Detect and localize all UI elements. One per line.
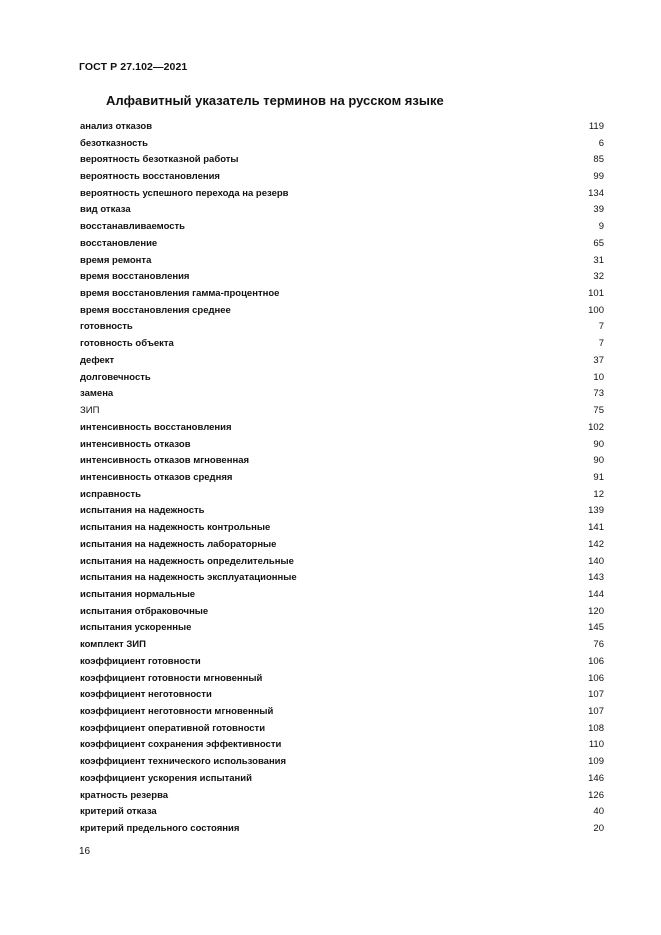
- index-term: дефект: [80, 354, 115, 366]
- index-page-ref: 126: [588, 789, 604, 801]
- index-page-ref: 31: [593, 254, 604, 266]
- index-page-ref: 9: [598, 221, 604, 233]
- index-term: коэффициент неготовности: [80, 689, 212, 701]
- index-page-ref: 141: [588, 522, 604, 534]
- index-entry: [80, 218, 604, 235]
- index-page-ref: 119: [588, 120, 604, 132]
- index-entry: [80, 703, 604, 720]
- index-term: испытания на надежность лабораторные: [80, 538, 277, 550]
- index-page-ref: 91: [593, 471, 604, 483]
- index-entry: [80, 235, 604, 252]
- index-entry: [80, 386, 604, 403]
- index-term: интенсивность отказов мгновенная: [80, 455, 250, 467]
- index-page-ref: 106: [588, 655, 604, 667]
- index-entry: [80, 268, 604, 285]
- index-term: испытания ускоренные: [80, 622, 192, 634]
- index-term: время восстановления среднее: [80, 304, 231, 316]
- index-entry: [80, 586, 604, 603]
- index-page-ref: 39: [593, 204, 604, 216]
- index-page-ref: 99: [593, 171, 604, 183]
- index-entry: [80, 620, 604, 637]
- index-entry: [80, 653, 604, 670]
- index-page-ref: 142: [588, 538, 604, 550]
- index-entry: [80, 369, 604, 386]
- index-page-ref: 65: [593, 237, 604, 249]
- index-entry: [80, 503, 604, 520]
- index-entry: [80, 319, 604, 336]
- index-term: восстанавливаемость: [80, 221, 186, 233]
- index-entry: [80, 335, 604, 352]
- index-term: испытания отбраковочные: [80, 605, 209, 617]
- index-entry: [80, 720, 604, 737]
- index-entry: [80, 553, 604, 570]
- index-term: ЗИП: [80, 405, 100, 417]
- index-page-ref: 73: [593, 388, 604, 400]
- index-entry: [80, 135, 604, 152]
- document-header: ГОСТ Р 27.102—2021: [79, 61, 188, 73]
- index-page-ref: 7: [598, 338, 604, 350]
- index-page-ref: 20: [593, 823, 604, 835]
- index-term: исправность: [80, 488, 141, 500]
- index-term: анализ отказов: [80, 120, 153, 132]
- index-page-ref: 107: [588, 706, 604, 718]
- index-term: комплект ЗИП: [80, 639, 146, 651]
- index-term: интенсивность отказов: [80, 438, 191, 450]
- index-page-ref: 12: [593, 488, 604, 500]
- index-page-ref: 107: [588, 689, 604, 701]
- index-page-ref: 37: [593, 354, 604, 366]
- index-page-ref: 145: [588, 622, 604, 634]
- index-page-ref: 108: [588, 722, 604, 734]
- index-term: интенсивность восстановления: [80, 421, 232, 433]
- index-entry: [80, 168, 604, 185]
- term-index-list: [80, 118, 604, 837]
- index-page-ref: 143: [588, 572, 604, 584]
- index-term: долговечность: [80, 371, 151, 383]
- index-term: коэффициент готовности мгновенный: [80, 672, 263, 684]
- index-page-ref: 134: [588, 187, 604, 199]
- index-entry: [80, 686, 604, 703]
- index-entry: [80, 820, 604, 837]
- index-page-ref: 146: [588, 772, 604, 784]
- index-page-ref: 139: [588, 505, 604, 517]
- index-entry: [80, 519, 604, 536]
- index-page-ref: 10: [593, 371, 604, 383]
- index-entry: [80, 753, 604, 770]
- index-term: кратность резерва: [80, 789, 169, 801]
- index-entry: [80, 419, 604, 436]
- index-term: коэффициент оперативной готовности: [80, 722, 266, 734]
- index-entry: [80, 536, 604, 553]
- index-page-ref: 90: [593, 455, 604, 467]
- index-entry: [80, 202, 604, 219]
- index-page-ref: 75: [593, 405, 604, 417]
- index-entry: [80, 352, 604, 369]
- index-term: готовность объекта: [80, 338, 174, 350]
- index-page-ref: 40: [593, 806, 604, 818]
- index-entry: [80, 252, 604, 269]
- index-page-ref: 100: [588, 304, 604, 316]
- index-term: испытания на надежность контрольные: [80, 522, 271, 534]
- index-entry: [80, 787, 604, 804]
- index-title: Алфавитный указатель терминов на русском языке: [106, 93, 444, 108]
- page-number: 16: [79, 846, 91, 857]
- index-entry: [80, 151, 604, 168]
- index-entry: [80, 803, 604, 820]
- index-term: коэффициент ускорения испытаний: [80, 772, 252, 784]
- index-page-ref: 7: [598, 321, 604, 333]
- index-entry: [80, 636, 604, 653]
- index-term: время ремонта: [80, 254, 152, 266]
- index-term: готовность: [80, 321, 133, 333]
- index-page-ref: 6: [598, 137, 604, 149]
- index-entry: [80, 603, 604, 620]
- index-page-ref: 106: [588, 672, 604, 684]
- index-term: испытания на надежность: [80, 505, 205, 517]
- index-term: время восстановления гамма-процентное: [80, 288, 280, 300]
- index-entry: [80, 118, 604, 135]
- index-term: безотказность: [80, 137, 148, 149]
- index-term: замена: [80, 388, 114, 400]
- index-term: коэффициент сохранения эффективности: [80, 739, 282, 751]
- index-entry: [80, 569, 604, 586]
- index-term: критерий отказа: [80, 806, 157, 818]
- index-page-ref: 144: [588, 588, 604, 600]
- index-term: испытания нормальные: [80, 588, 196, 600]
- index-entry: [80, 285, 604, 302]
- index-entry: [80, 770, 604, 787]
- index-term: коэффициент технического использования: [80, 756, 287, 768]
- index-entry: [80, 436, 604, 453]
- index-page-ref: 140: [588, 555, 604, 567]
- index-page-ref: 102: [588, 421, 604, 433]
- index-page-ref: 90: [593, 438, 604, 450]
- index-page-ref: 110: [588, 739, 604, 751]
- index-term: интенсивность отказов средняя: [80, 471, 233, 483]
- index-page-ref: 120: [588, 605, 604, 617]
- index-page-ref: 101: [588, 288, 604, 300]
- index-entry: [80, 469, 604, 486]
- index-entry: [80, 737, 604, 754]
- index-entry: [80, 486, 604, 503]
- index-term: восстановление: [80, 237, 158, 249]
- index-entry: [80, 402, 604, 419]
- index-term: вероятность успешного перехода на резерв: [80, 187, 289, 199]
- index-term: коэффициент готовности: [80, 655, 201, 667]
- index-term: время восстановления: [80, 271, 190, 283]
- index-entry: [80, 670, 604, 687]
- index-term: испытания на надежность эксплуатационные: [80, 572, 297, 584]
- index-page-ref: 76: [593, 639, 604, 651]
- index-page-ref: 109: [588, 756, 604, 768]
- index-term: вероятность восстановления: [80, 171, 220, 183]
- index-term: критерий предельного состояния: [80, 823, 240, 835]
- index-term: испытания на надежность определительные: [80, 555, 294, 567]
- index-entry: [80, 302, 604, 319]
- index-term: коэффициент неготовности мгновенный: [80, 706, 274, 718]
- index-entry: [80, 452, 604, 469]
- index-term: вероятность безотказной работы: [80, 154, 239, 166]
- index-page-ref: 32: [593, 271, 604, 283]
- index-page-ref: 85: [593, 154, 604, 166]
- index-term: вид отказа: [80, 204, 131, 216]
- index-entry: [80, 185, 604, 202]
